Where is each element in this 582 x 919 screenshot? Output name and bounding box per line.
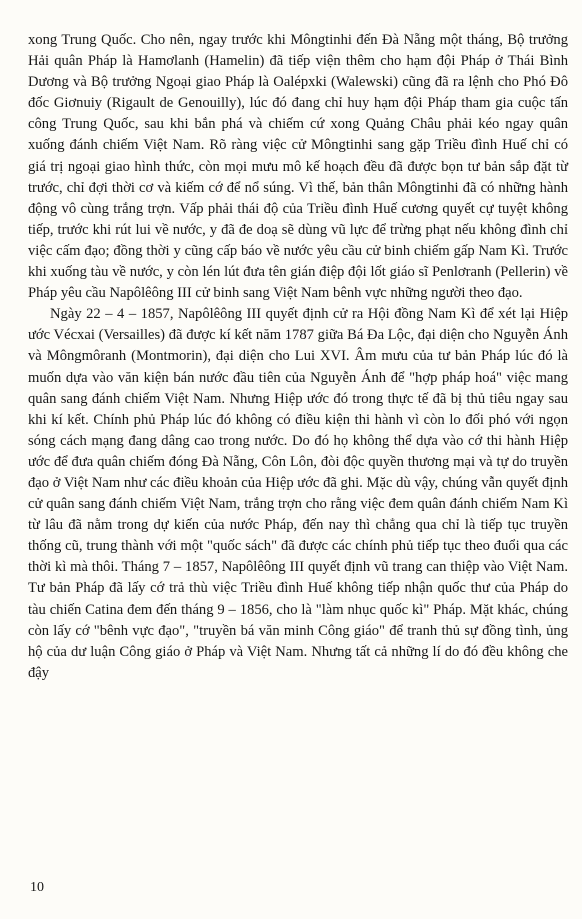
paragraph-continued: xong Trung Quốc. Cho nên, ngay trước khi Môngtinhi đến Đà Nẵng một tháng, Bộ trưởng Hải quân Pháp là Hamơlanh (Hamelin) đã tiếp viện thêm cho hạm đội Pháp ở Thái Bình Dương và Bộ trưởng Ngoại giao Pháp là Oalépxki (Walewski) cũng đã ra lệnh cho Phó Đô đốc Giơnuiy (Rigault de Genouilly), lúc đó đang chỉ huy hạm đội Pháp tham gia cuộc tấn công Trung Quốc, sau khi bắn phá và chiếm cứ xong Quảng Châu phải kéo ngay quân xuống đánh chiếm Việt Nam. Rõ ràng việc cử Môngtinhi sang gặp Triều đình Huế chỉ có giá trị ngoại giao hình thức, còn mọi mưu mô kế hoạch đều đã được bọn tư bản sắp đặt từ trước, chỉ đợi thời cơ và kiếm cớ để nổ súng. Vì thế, bản thân Môngtinhi đã có những hành động vô cùng trắng trợn. Vấp phải thái độ của Triều đình Huế cương quyết cự tuyệt không tiếp, trước khi rút lui về nước, y đã đe doạ sẽ dùng vũ lực để trừng phạt nếu không đình chỉ việc cấm đạo; đồng thời y cũng cấp báo về nước yêu cầu cử binh chiếm gấp Nam Kì. Trước khi xuống tàu về nước, y còn lén lút đưa tên gián điệp đội lốt giáo sĩ Penlơranh (Pellerin) về Pháp yêu cầu Napôlêông III cử binh sang Việt Nam bênh vực những người theo đạo. (28, 32, 568, 302)
body-text (28, 30, 568, 684)
page-number: 10 (30, 880, 44, 895)
paragraph: Ngày 22 – 4 – 1857, Napôlêông III quyết định cử ra Hội đồng Nam Kì để xét lại Hiệp ước Vécxai (Versailles) đã được kí kết năm 1787 giữa Bá Đa Lộc, đại diện cho Nguyễn Ánh và Môngmôranh (Montmorin), đại diện cho Lui XVI. Âm mưu của tư bản Pháp lúc đó là muốn dựa vào văn kiện bán nước đầu tiên của Nguyễn Ánh để "hợp pháp hoá" việc mang quân sang đánh chiếm Việt Nam. Nhưng Hiệp ước đó trong thực tế đã bị thủ tiêu ngay sau khi kí kết. Chính phủ Pháp lúc đó không có điều kiện thi hành vì còn lo đối phó với ngọn sóng cách mạng đang dâng cao trong nước. Do đó họ không thể dựa vào cớ thi hành Hiệp ước để đưa quân chiếm đóng Đà Nẵng, Côn Lôn, đòi độc quyền thương mại và tự do truyền đạo ở Việt Nam như các điều khoản của Hiệp ước đã ghi. Mặc dù vậy, chúng vẫn quyết định cử quân sang đánh chiếm Việt Nam, trắng trợn cho rằng việc đem quân đánh chiếm Nam Kì từ lâu đã nằm trong dự kiến của nước Pháp, đến nay thì chẳng qua chỉ là tiếp tục truyền thống cũ, trung thành với một "quốc sách" đã được các chính phủ tiếp tục theo đuổi qua các thời kì mà thôi. Tháng 7 – 1857, Napôlêông III quyết định vũ trang can thiệp vào Việt Nam. Tư bản Pháp đã lấy cớ trả thù việc Triều đình Huế không tiếp nhận quốc thư của Pháp do tàu chiến Catina đem đến tháng 9 – 1856, cho là "làm nhục quốc kì" Pháp. Mặt khác, chúng còn lấy cớ "bênh vực đạo", "truyền bá văn minh Công giáo" để tranh thủ sự đồng tình, ủng hộ của dư luận Công giáo ở Pháp và Việt Nam. Nhưng tất cả những lí do đó đều không che đậy (28, 306, 568, 681)
